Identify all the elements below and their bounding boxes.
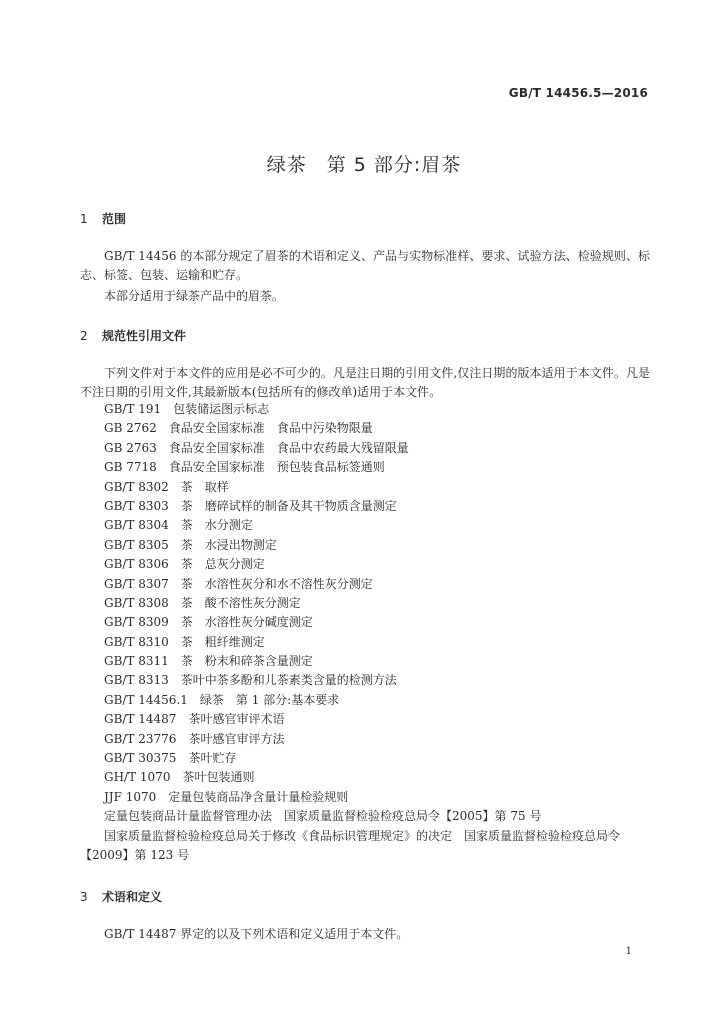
section-1-paragraph-1: GB/T 14456 的本部分规定了眉茶的术语和定义、产品与实物标准样、要求、试验方法、检验规则、标志、标签、包装、运输和贮存。 [80, 249, 650, 282]
section-1-paragraph-2: 本部分适用于绿茶产品中的眉茶。 [104, 289, 285, 303]
section-1-heading [80, 210, 126, 227]
normative-references-list [80, 400, 621, 865]
reference-item: GB/T 8302 茶 取样 [104, 479, 229, 494]
section-3-heading [80, 888, 162, 905]
reference-item: GH/T 1070 茶叶包装通则 [104, 770, 255, 785]
reference-item: GB/T 8307 茶 水溶性灰分和水不溶性灰分测定 [104, 576, 373, 591]
section-number: 2 [80, 329, 88, 343]
reference-item: GB 2762 食品安全国家标准 食品中污染物限量 [104, 421, 373, 436]
section-3-paragraph-1: GB/T 14487 界定的以及下列术语和定义适用于本文件。 [104, 927, 409, 941]
section-title: 术语和定义 [102, 890, 163, 904]
title-main: 绿茶 [266, 154, 307, 176]
section-number: 3 [80, 890, 88, 904]
section-number: 1 [80, 212, 88, 226]
standard-number: GB/T 14456.5—2016 [508, 86, 648, 100]
reference-item: JJF 1070 定量包装商品净含量计量检验规则 [104, 789, 349, 804]
reference-item: GB/T 23776 茶叶感官审评方法 [104, 731, 285, 746]
reference-item: GB 7718 食品安全国家标准 预包装食品标签通则 [104, 460, 385, 475]
reference-item: GB/T 8310 茶 粗纤维测定 [104, 634, 265, 649]
reference-item: GB/T 8305 茶 水浸出物测定 [104, 537, 277, 552]
reference-item: GB/T 14487 茶叶感官审评术语 [104, 712, 285, 727]
reference-item: GB/T 8304 茶 水分测定 [104, 518, 253, 533]
section-title: 范围 [102, 212, 127, 226]
reference-item: GB/T 8303 茶 磨碎试样的制备及其干物质含量测定 [104, 498, 397, 513]
document-title [0, 150, 728, 177]
section-title: 规范性引用文件 [102, 329, 187, 343]
reference-item: GB/T 191 包装储运图示标志 [104, 402, 270, 416]
reference-item: GB/T 30375 茶叶贮存 [104, 751, 237, 766]
reference-item: 国家质量监督检验检疫总局关于修改《食品标识管理规定》的决定 国家质量监督检验检疫总局令 [104, 828, 621, 843]
reference-item: GB/T 8311 茶 粉末和碎茶含量测定 [104, 654, 313, 669]
section-2-paragraph-1: 下列文件对于本文件的应用是必不可少的。凡是注日期的引用文件,仅注日期的版本适用于本文件。凡是不注日期的引用文件,其最新版本(包括所有的修改单)适用于本文件。 [80, 366, 650, 399]
reference-item: 定量包装商品计量监督管理办法 国家质量监督检验检疫总局令【2005】第 75 号 [104, 809, 542, 824]
reference-item-continuation: 【2009】第 123 号 [80, 847, 190, 862]
reference-item: GB 2763 食品安全国家标准 食品中农药最大残留限量 [104, 440, 409, 455]
reference-item: GB/T 8306 茶 总灰分测定 [104, 557, 265, 572]
page-number: 1 [625, 946, 632, 957]
section-2-heading [80, 327, 186, 344]
reference-item: GB/T 8313 茶叶中茶多酚和儿茶素类含量的检测方法 [104, 673, 397, 688]
title-part: 第 5 部分:眉茶 [326, 154, 462, 176]
reference-item: GB/T 8309 茶 水溶性灰分碱度测定 [104, 615, 313, 630]
reference-item: GB/T 8308 茶 酸不溶性灰分测定 [104, 595, 301, 610]
reference-item: GB/T 14456.1 绿茶 第 1 部分:基本要求 [104, 692, 340, 707]
